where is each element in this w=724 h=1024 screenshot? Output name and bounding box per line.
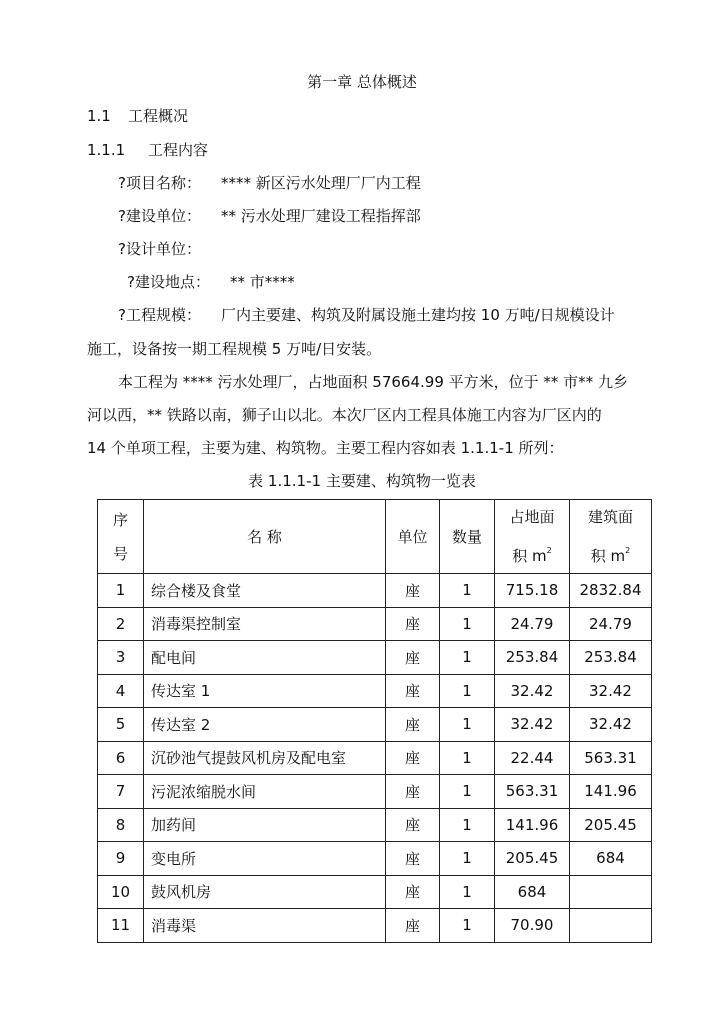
cell-land-area: 22.44 [495,741,570,775]
cell-land-area: 70.90 [495,909,570,943]
cell-unit: 座 [386,842,440,876]
cell-quantity: 1 [440,909,495,943]
cell-building-area: 253.84 [570,641,652,675]
header-index [98,500,144,574]
table-row [98,808,652,842]
cell-index: 9 [98,842,144,876]
cell-quantity: 1 [440,775,495,809]
cell-quantity: 1 [440,708,495,742]
header-building-area-bottom: 积 $m^2$ [590,546,631,565]
cell-building-area: 32.42 [570,674,652,708]
cell-quantity: 1 [440,674,495,708]
land-area-unit-sup: 2 [546,546,552,555]
cell-unit: 座 [386,641,440,675]
cell-name: 配电间 [144,641,386,675]
cell-name: 综合楼及食堂 [144,574,386,608]
cell-quantity: 1 [440,641,495,675]
cell-unit: 座 [386,875,440,909]
cell-land-area: 24.79 [495,607,570,641]
cell-building-area: 684 [570,842,652,876]
cell-name: 消毒渠 [144,909,386,943]
cell-quantity: 1 [440,808,495,842]
table-row [98,875,652,909]
project-name-label: ?项目名称： [118,174,201,192]
cell-name: 传达室 1 [144,674,386,708]
cell-unit: 座 [386,808,440,842]
cell-name: 消毒渠控制室 [144,607,386,641]
cell-building-area: 205.45 [570,808,652,842]
cell-quantity: 1 [440,574,495,608]
builder-label: ?建设单位： [118,207,201,225]
cell-index: 2 [98,607,144,641]
cell-quantity: 1 [440,875,495,909]
table-caption: 表 1.1.1-1 主要建、构筑物一览表 [248,472,476,490]
cell-land-area: 684 [495,875,570,909]
cell-name: 传达室 2 [144,708,386,742]
header-building-area [570,500,652,574]
subsection-number: 1.1.1 [87,141,126,159]
chapter-title: 第一章 总体概述 [307,73,417,91]
cell-index: 3 [98,641,144,675]
header-index-bottom: 号 [112,544,128,563]
header-land-area-top: 占地面 [509,508,555,526]
cell-quantity: 1 [440,607,495,641]
cell-unit: 座 [386,775,440,809]
cell-index: 11 [98,909,144,943]
scale-value-line2: 施工，设备按一期工程规模 5 万吨/日安装。 [87,340,382,358]
designer-label: ?设计单位： [118,240,201,258]
cell-land-area: 32.42 [495,708,570,742]
cell-index: 6 [98,741,144,775]
section-number: 1.1 [87,107,111,125]
table-row [98,641,652,675]
description-line1: 本工程为 **** 污水处理厂，占地面积 57664.99 平方米，位于 ** 市** 九乡 [118,373,628,391]
cell-land-area: 141.96 [495,808,570,842]
cell-name: 鼓风机房 [144,875,386,909]
table-row [98,775,652,809]
cell-index: 4 [98,674,144,708]
cell-land-area: 563.31 [495,775,570,809]
header-land-area [495,500,570,574]
table-row [98,741,652,775]
scale-value-line1: 厂内主要建、构筑及附属设施土建均按 10 万吨/日规模设计 [221,306,615,324]
cell-building-area [570,909,652,943]
location-label: ?建设地点： [127,273,210,291]
subsection-title: 工程内容 [148,141,209,159]
building-area-unit-sup: 2 [625,546,631,555]
cell-quantity: 1 [440,842,495,876]
cell-name: 沉砂池气提鼓风机房及配电室 [144,741,386,775]
cell-index: 1 [98,574,144,608]
cell-land-area: 715.18 [495,574,570,608]
description-line3: 14 个单项工程，主要为建、构筑物。主要工程内容如表 1.1.1-1 所列： [87,439,564,457]
cell-unit: 座 [386,674,440,708]
header-land-area-bottom: 积 $m^2$ [512,546,552,565]
cell-name: 变电所 [144,842,386,876]
cell-unit: 座 [386,741,440,775]
cell-index: 8 [98,808,144,842]
table-row [98,574,652,608]
cell-quantity: 1 [440,741,495,775]
cell-name: 污泥浓缩脱水间 [144,775,386,809]
structures-table [97,499,652,943]
cell-unit: 座 [386,909,440,943]
header-building-area-top: 建筑面 [587,508,633,526]
builder-value: ** 污水处理厂建设工程指挥部 [221,207,421,225]
cell-land-area: 253.84 [495,641,570,675]
description-line2: 河以西，** 铁路以南，狮子山以北。本次厂区内工程具体施工内容为厂区内的 [87,406,602,424]
table-row [98,708,652,742]
cell-unit: 座 [386,708,440,742]
table-row [98,842,652,876]
cell-building-area: 24.79 [570,607,652,641]
cell-index: 5 [98,708,144,742]
header-quantity: 数量 [440,500,495,574]
cell-index: 10 [98,875,144,909]
scale-label: ?工程规模： [118,306,201,324]
table-row [98,909,652,943]
cell-building-area: 141.96 [570,775,652,809]
cell-building-area: 32.42 [570,708,652,742]
cell-unit: 座 [386,574,440,608]
cell-name: 加药间 [144,808,386,842]
table-header-row [98,500,652,574]
location-value: ** 市**** [230,273,295,291]
cell-land-area: 32.42 [495,674,570,708]
section-title: 工程概况 [128,107,189,125]
cell-building-area: 2832.84 [570,574,652,608]
table-row [98,674,652,708]
cell-building-area [570,875,652,909]
table-row [98,607,652,641]
project-name-value: **** 新区污水处理厂厂内工程 [221,174,421,192]
cell-building-area: 563.31 [570,741,652,775]
header-unit: 单位 [386,500,440,574]
cell-index: 7 [98,775,144,809]
header-index-top: 序 [112,510,128,529]
cell-land-area: 205.45 [495,842,570,876]
header-name: 名 称 [144,500,386,574]
cell-unit: 座 [386,607,440,641]
